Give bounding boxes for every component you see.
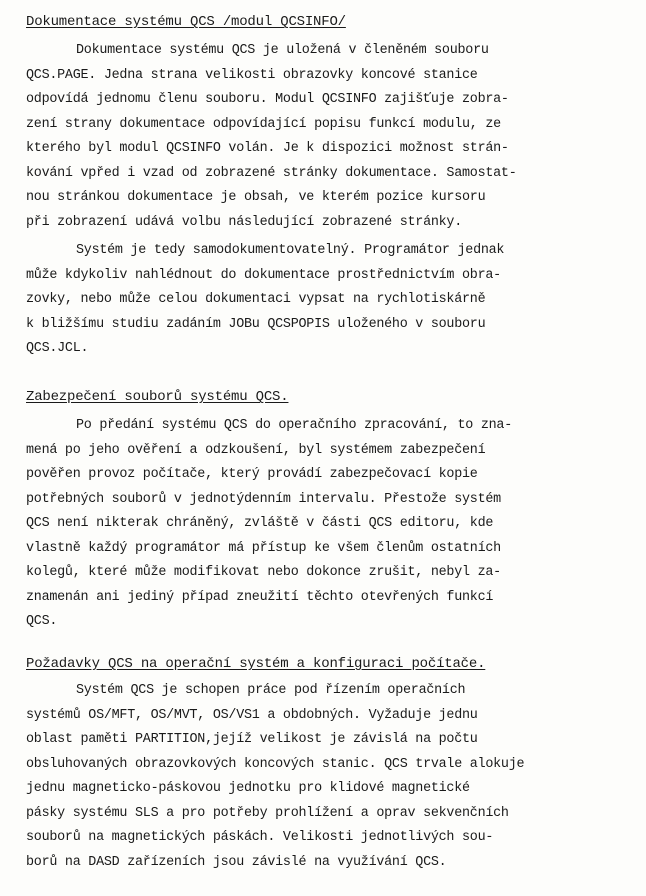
text-line: zení strany dokumentace odpovídající popisu funkcí modulu, ze: [26, 116, 501, 132]
text-line: Po předání systému QCS do operačního zpracování, to zna-: [76, 418, 512, 433]
text-line: kolegů, které může modifikovat nebo dokonce zrušit, nebyl za-: [26, 565, 501, 580]
text-line: vlastně každý programátor má přístup ke všem členům ostatních: [26, 540, 501, 556]
text-line: QCS není nikterak chráněný, zvláště v části QCS editoru, kde: [26, 516, 494, 531]
text-line: obsluhovaných obrazovkových koncových stanic. QCS trvale alokuje: [26, 756, 525, 772]
paragraph: [26, 414, 626, 635]
text-line: kování vpřed i vzad od zobrazené stránky dokumentace. Samostat-: [26, 165, 517, 181]
text-line: souborů na magnetických páskách. Velikosti jednotlivých sou-: [26, 830, 494, 845]
text-line: mená po jeho ověření a odzkoušení, byl systémem zabezpečení: [26, 442, 486, 458]
text-line: oblast paměti PARTITION,jejíž velikost je závislá na počtu: [26, 732, 478, 747]
text-line: k bližšímu studiu zadáním JOBu QCSPOPIS uloženého v souboru: [26, 316, 486, 332]
text-line: pásky systému SLS a pro potřeby prohlížení a oprav sekvenčních: [26, 805, 509, 821]
text-line: Systém je tedy samodokumentovatelný. Programátor jednak: [76, 243, 505, 258]
section-documentation: [26, 14, 626, 362]
section-requirements: [26, 656, 626, 875]
text-line: potřebných souborů v jednotýdenním intervalu. Přestože systém: [26, 491, 501, 507]
text-line: odpovídá jednomu členu souboru. Modul QCSINFO zajišťuje zobra-: [26, 92, 509, 107]
text-line: může kdykoliv nahlédnout do dokumentace prostřednictvím obra-: [26, 267, 501, 283]
text-line: nou stránkou dokumentace je obsah, ve kterém pozice kursoru: [26, 190, 486, 205]
paragraph: [26, 679, 626, 875]
text-line: pověřen provoz počítače, který provádí zabezpečovací kopie: [26, 467, 478, 482]
text-line: jednu magneticko-páskovou jednotku pro klidové magnetické: [26, 781, 470, 796]
section-heading: Dokumentace systému QCS /modul QCSINFO/: [26, 14, 346, 30]
text-line: při zobrazení udává volbu následující zobrazené stránky.: [26, 214, 462, 230]
text-line: QCS.JCL.: [26, 341, 89, 356]
paragraph: [26, 39, 626, 235]
section-heading: Zabezpečení souborů systému QCS.: [26, 389, 289, 405]
text-line: QCS.: [26, 614, 58, 629]
text-line: systémů OS/MFT, OS/MVT, OS/VS1 a obdobných. Vyžaduje jednu: [26, 707, 478, 723]
section-heading: Požadavky QCS na operační systém a konfiguraci počítače.: [26, 656, 486, 672]
text-line: Systém QCS je schopen práce pod řízením operačních: [76, 683, 466, 698]
paragraph: [26, 239, 626, 362]
text-line: Dokumentace systému QCS je uložená v členěném souboru: [76, 43, 489, 58]
text-line: QCS.PAGE. Jedna strana velikosti obrazovky koncové stanice: [26, 67, 478, 83]
text-line: zovky, nebo může celou dokumentaci vypsat na rychlotiskárně: [26, 292, 486, 307]
text-line: borů na DASD zařízeních jsou závislé na využívání QCS.: [26, 854, 447, 870]
text-line: kterého byl modul QCSINFO volán. Je k dispozici možnost strán-: [26, 141, 509, 156]
section-security: [26, 389, 626, 635]
text-line: znamenán ani jediný případ zneužití těchto otevřených funkcí: [26, 589, 494, 605]
